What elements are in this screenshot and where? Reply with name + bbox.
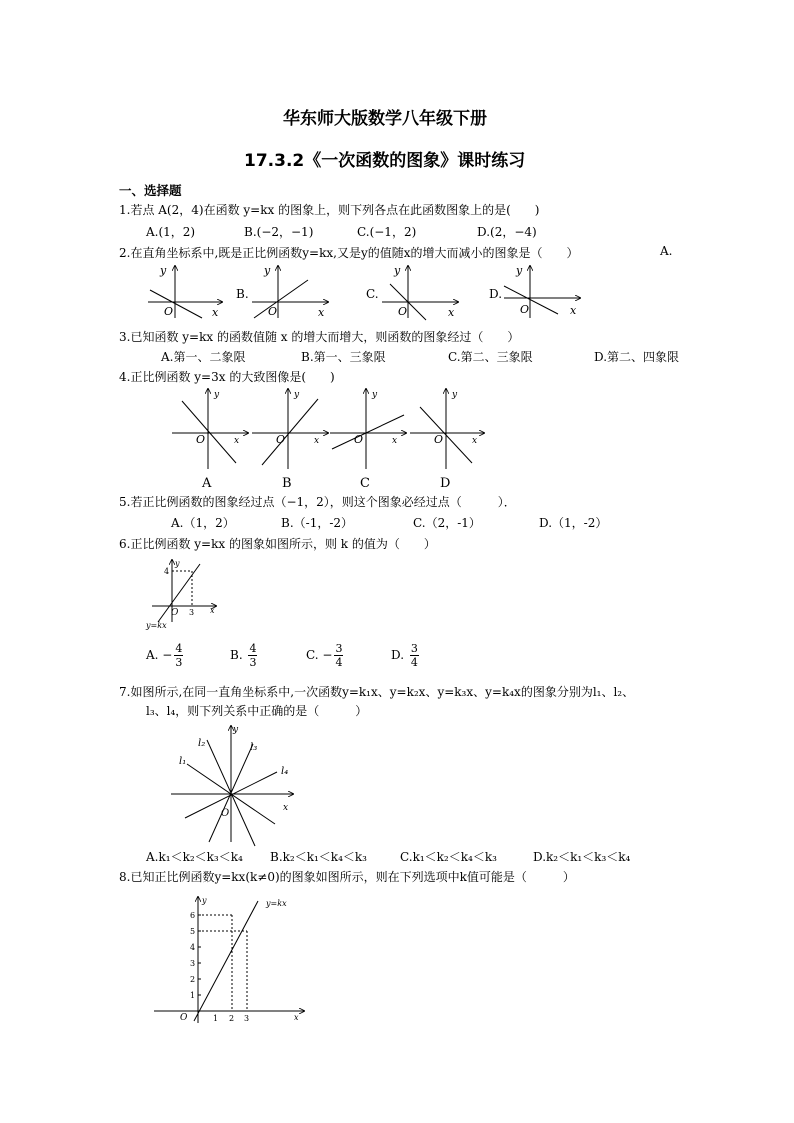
x-label: x bbox=[283, 803, 289, 813]
tick-x3: 3 bbox=[189, 608, 195, 617]
tick-y-1: 1 bbox=[190, 991, 196, 1000]
x-label: x bbox=[294, 1013, 299, 1022]
y-label: y bbox=[516, 264, 523, 277]
label-l4: l₄ bbox=[281, 766, 289, 777]
q4-graph-d bbox=[410, 389, 484, 490]
y-label: y bbox=[294, 390, 300, 400]
q2-stem: 2.在直角坐标系中,既是正比例函数y=kx,又是y的值随x的增大而减小的图象是（ ） bbox=[119, 246, 579, 260]
origin-label: O bbox=[398, 305, 408, 318]
q6-option-b: B. $\frac{4}{3}$ bbox=[230, 642, 257, 669]
x-label: x bbox=[318, 306, 325, 319]
tick-y-5: 5 bbox=[190, 927, 196, 936]
q8-stem: 8.已知正比例函数y=kx(k≠0)的图象如图所示，则在下列选项中k值可能是（ ） bbox=[119, 870, 575, 884]
y-label: y bbox=[233, 725, 239, 735]
function-line bbox=[254, 280, 308, 318]
tick-y-4: 4 bbox=[190, 943, 196, 952]
q6-stem: 6.正比例函数 y=kx 的图象如图所示，则 k 的值为（ ） bbox=[119, 537, 436, 551]
origin-label: O bbox=[171, 608, 179, 618]
q1-stem: 1.若点 A(2，4)在函数 y=kx 的图象上，则下列各点在此函数图象上的是( ) bbox=[119, 203, 540, 217]
origin-label: O bbox=[164, 305, 174, 318]
y-label: y bbox=[214, 390, 220, 400]
q4-label-d: D bbox=[440, 476, 451, 490]
q3-option-d: D.第二、四象限 bbox=[594, 350, 680, 364]
q4-graphs bbox=[168, 385, 488, 490]
q1-option-d: D.(2，−4) bbox=[477, 225, 537, 239]
y-label: y bbox=[452, 390, 458, 400]
tick-y-2: 2 bbox=[190, 975, 196, 984]
origin-label: O bbox=[268, 305, 278, 318]
origin-label: O bbox=[520, 303, 530, 316]
q4-stem: 4.正比例函数 y=3x 的大致图像是( ) bbox=[119, 370, 335, 384]
q1-option-b: B.(−2，−1) bbox=[244, 225, 314, 239]
x-label: x bbox=[472, 436, 478, 446]
section-heading: 一、选择题 bbox=[119, 183, 182, 198]
q8-graph-label: y=kx bbox=[266, 899, 287, 908]
x-label: x bbox=[212, 306, 219, 319]
q6-option-c: C. − $\frac{3}{4}$ bbox=[306, 642, 343, 669]
q7-option-d: D.k₂＜k₁＜k₃＜k₄ bbox=[533, 850, 631, 864]
q4-graph-c bbox=[330, 389, 406, 490]
label-l2: l₂ bbox=[198, 738, 206, 749]
q3-stem: 3.已知函数 y=kx 的函数值随 x 的增大而增大，则函数的图象经过（ ） bbox=[119, 330, 520, 344]
tick-y-3: 3 bbox=[190, 959, 196, 968]
q6-option-a: A. − $\frac{4}{3}$ bbox=[146, 642, 183, 669]
x-label: x bbox=[210, 606, 215, 615]
q6-graph bbox=[144, 556, 224, 631]
tick-x-1: 1 bbox=[213, 1014, 219, 1023]
q3-option-a: A.第一、二象限 bbox=[161, 350, 246, 364]
origin-label: O bbox=[221, 808, 230, 819]
origin-label: O bbox=[180, 1013, 188, 1023]
label-l1: l₁ bbox=[179, 756, 187, 767]
q4-label-b: B bbox=[282, 476, 292, 490]
q4-label-a: A bbox=[202, 476, 212, 490]
y-label: y bbox=[202, 896, 207, 905]
q2-graph-d bbox=[500, 262, 600, 322]
q2-graph-b bbox=[248, 262, 348, 322]
q5-option-b: B.（-1，-2） bbox=[281, 516, 354, 530]
q5-option-a: A.（1，2） bbox=[171, 516, 235, 530]
x-label: x bbox=[234, 436, 240, 446]
origin-label: O bbox=[354, 433, 364, 446]
x-label: x bbox=[448, 306, 455, 319]
q2-option-a-label: A. bbox=[660, 244, 673, 258]
origin-label: O bbox=[276, 433, 286, 446]
q7-option-a: A.k₁＜k₂＜k₃＜k₄ bbox=[146, 850, 243, 864]
q2-graph-c bbox=[378, 262, 478, 322]
q6-graph-label: y=kx bbox=[146, 621, 167, 630]
y-label: y bbox=[372, 390, 378, 400]
q4-graph-a bbox=[172, 389, 248, 490]
tick-y4: 4 bbox=[164, 567, 170, 576]
q5-option-d: D.（1，-2） bbox=[539, 516, 608, 530]
q5-option-c: C.（2，-1） bbox=[413, 516, 481, 530]
q7-option-c: C.k₁＜k₂＜k₄＜k₃ bbox=[400, 850, 497, 864]
q2-option-b-label: B. bbox=[236, 287, 249, 301]
x-label: x bbox=[570, 304, 577, 317]
q5-stem: 5.若正比例函数的图象经过点（−1，2），则这个图象必经过点（ ）． bbox=[119, 495, 516, 509]
q6-option-d: D. $\frac{3}{4}$ bbox=[391, 642, 418, 669]
q7-graph bbox=[165, 722, 305, 847]
q4-label-c: C bbox=[360, 476, 370, 490]
q1-option-a: A.(1，2) bbox=[146, 225, 196, 239]
q7-stem-line1: 7.如图所示,在同一直角坐标系中,一次函数y=k₁x、y=k₂x、y=k₃x、y=k₄x的图象分别为l₁、l₂、 bbox=[119, 685, 635, 699]
y-label: y bbox=[160, 264, 167, 277]
y-label: y bbox=[175, 559, 180, 568]
q2-option-d-label: D. bbox=[489, 287, 503, 301]
x-label: x bbox=[314, 436, 320, 446]
q7-stem-line2: l₃、l₄，则下列关系中正确的是（ ） bbox=[146, 704, 368, 718]
q1-option-c: C.(−1，2) bbox=[357, 225, 417, 239]
label-l3: l₃ bbox=[250, 742, 258, 753]
function-line bbox=[504, 286, 558, 314]
q2-graph-a bbox=[140, 262, 240, 322]
origin-label: O bbox=[434, 433, 444, 446]
x-label: x bbox=[392, 436, 398, 446]
q3-option-c: C.第二、三象限 bbox=[448, 350, 533, 364]
q2-option-c-label: C. bbox=[366, 287, 379, 301]
tick-x-3: 3 bbox=[244, 1014, 250, 1023]
page-title: 华东师大版数学八年级下册 bbox=[283, 109, 487, 129]
tick-y-6: 6 bbox=[190, 911, 196, 920]
q3-option-b: B.第一、三象限 bbox=[301, 350, 386, 364]
q8-graph bbox=[150, 893, 310, 1028]
tick-x-2: 2 bbox=[229, 1014, 235, 1023]
q7-option-b: B.k₂＜k₁＜k₄＜k₃ bbox=[270, 850, 367, 864]
y-label: y bbox=[264, 264, 271, 277]
function-line bbox=[150, 290, 202, 318]
page-subtitle: 17.3.2《一次函数的图象》课时练习 bbox=[244, 151, 526, 171]
q4-graph-b bbox=[252, 389, 328, 490]
y-label: y bbox=[394, 264, 401, 277]
origin-label: O bbox=[196, 433, 206, 446]
